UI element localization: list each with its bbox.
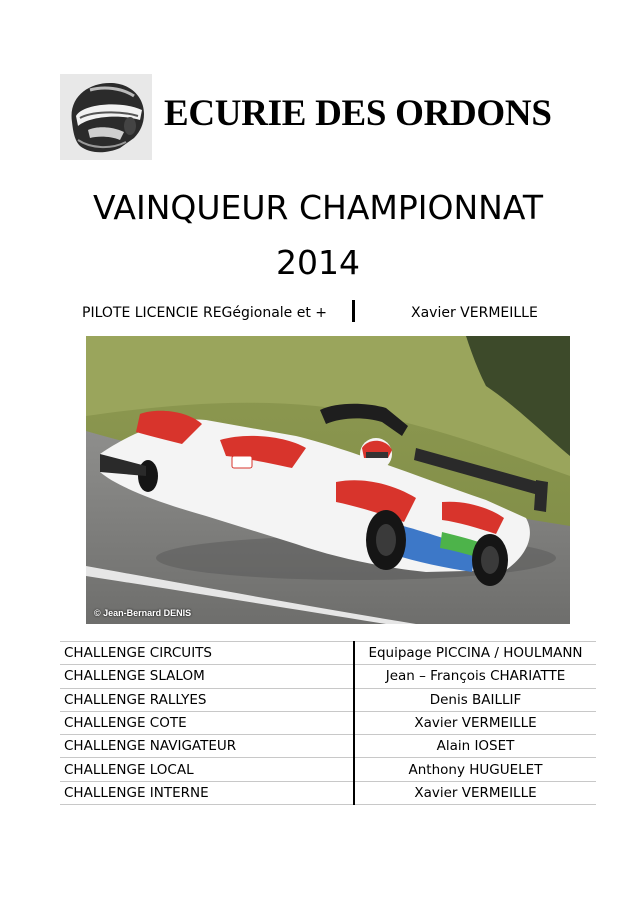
category-cell: CHALLENGE INTERNE: [60, 781, 354, 804]
table-row: [60, 758, 596, 781]
table-row: [60, 711, 596, 734]
winner-cell: Denis BAILLIF: [354, 688, 596, 711]
headline-year: 2014: [276, 243, 360, 282]
pilot-divider: [352, 300, 355, 322]
results-table: [60, 641, 596, 805]
category-cell: CHALLENGE CIRCUITS: [60, 642, 354, 665]
pilot-name: Xavier VERMEILLE: [411, 305, 538, 321]
table-row: [60, 642, 596, 665]
category-cell: CHALLENGE SLALOM: [60, 665, 354, 688]
category-cell: CHALLENGE NAVIGATEUR: [60, 735, 354, 758]
table-row: [60, 735, 596, 758]
winner-cell: Xavier VERMEILLE: [354, 711, 596, 734]
winner-cell: Anthony HUGUELET: [354, 758, 596, 781]
table-row: [60, 781, 596, 804]
race-car-illustration: [86, 336, 570, 624]
winner-cell: Alain IOSET: [354, 735, 596, 758]
race-car-photo: [86, 336, 570, 624]
winner-cell: Equipage PICCINA / HOULMANN: [354, 642, 596, 665]
category-cell: CHALLENGE RALLYES: [60, 688, 354, 711]
category-cell: CHALLENGE LOCAL: [60, 758, 354, 781]
pilot-row: [0, 305, 636, 329]
club-name: ECURIE DES ORDONS: [164, 93, 552, 134]
winner-cell: Jean – François CHARIATTE: [354, 665, 596, 688]
headline-title: VAINQUEUR CHAMPIONNAT: [92, 188, 544, 227]
photo-credit: © Jean-Bernard DENIS: [94, 608, 192, 618]
category-cell: CHALLENGE COTE: [60, 711, 354, 734]
club-logo: [60, 74, 152, 160]
racing-helmet-icon: [60, 74, 152, 160]
table-row: [60, 688, 596, 711]
winner-cell: Xavier VERMEILLE: [354, 781, 596, 804]
pilot-label: PILOTE LICENCIE REGégionale et +: [82, 305, 328, 321]
table-row: [60, 665, 596, 688]
